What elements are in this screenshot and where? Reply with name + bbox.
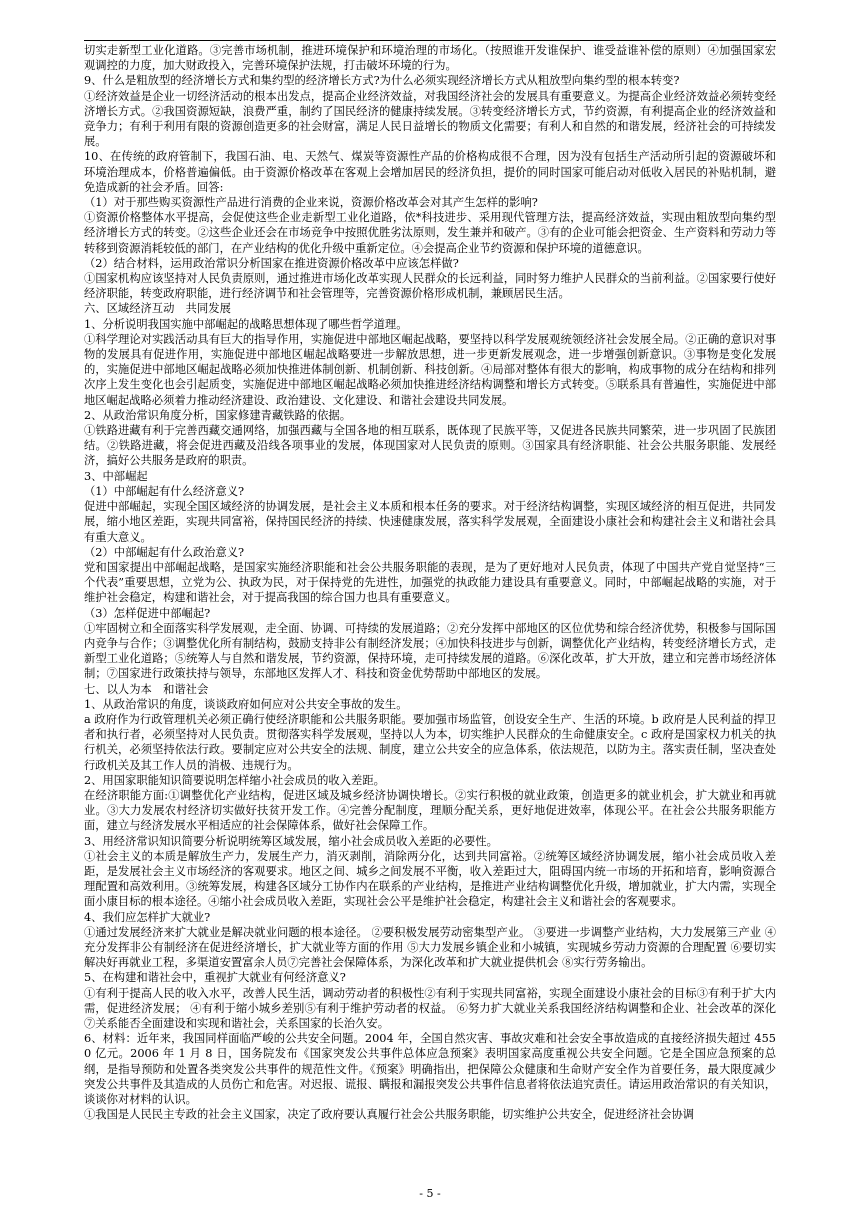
paragraph: ①资源价格整体水平提高，会促使这些企业走新型工业化道路，依*科技进步、采用现代管理方法，提高经济效益，实现由粗放型向集约型经济增长方式的转变。②这些企业还会在市场竞争中按照优胜劣汰原则，发生兼并和破产。③有的企业可能会把资金、生产资料和劳动力等转移到资源消耗较低的部门，在产业结构的优化升级中重新定位。④会提高企业节约资源和保护环境的道德意识。 — [84, 211, 776, 255]
page-number: - 5 - — [419, 1187, 441, 1200]
paragraph: a 政府作为行政管理机关必须正确行使经济职能和公共服务职能。要加强市场监管，创设安全生产、生活的环境。b 政府是人民利益的捍卫者和执行者，必须坚持对人民负责。贯彻落实科学发展观，坚持以人为本，切实维护人民群众的生命健康安全。c 政府是国家权力机关的执行机关，必须坚持依法行政。要制定应对公共安全的法规、制度，建立公共安全的应急体系，依法规范，以防为主。落实责任制，坚决查处行政机关及其工作人员的消极、违规行为。 — [84, 712, 776, 772]
paragraph: 6、材料：近年来，我国同样面临严峻的公共安全问题。2004 年，全国自然灾害、事故灾难和社会安全事故造成的直接经济损失超过 4550 亿元。2006 年 1 月 8 日，国务院发布《国家突发公共事件总体应急预案》表明国家高度重视公共安全问题。它是全国应急预案的总纲，是指导预防和处置各类突发公共事件的规范性文件。《预案》明确指出，把保障公众健康和生命财产安全作为首要任务，最大限度减少突发公共事件及其造成的人员伤亡和危害。对迟报、谎报、瞒报和漏报突发公共事件信息者将依法追究责任。请运用政治常识的有关知识，谈谈你对材料的认识。 — [84, 1032, 776, 1107]
paragraph: ①我国是人民民主专政的社会主义国家，决定了政府要认真履行社会公共服务职能，切实维护公共安全，促进经济社会协调 — [84, 1108, 695, 1122]
paragraph: 3、中部崛起 — [84, 469, 148, 483]
paragraph: （1）对于那些购买资源性产品进行消费的企业来说，资源价格改革会对其产生怎样的影响? — [84, 196, 538, 210]
paragraph: 5、在构建和谐社会中，重视扩大就业有何经济意义? — [84, 971, 346, 985]
paragraph: 切实走新型工业化道路。③完善市场机制，推进环境保护和环境治理的市场化。（按照谁开发谁保护、谁受益谁补偿的原则）④加强国家宏观调控的力度，加大财政投入，完善环境保护法规，打击破坏环境的行为。 — [84, 44, 776, 73]
paragraph: （1）中部崛起有什么经济意义? — [84, 484, 245, 498]
paragraph: ①有利于提高人民的收入水平，改善人民生活，调动劳动者的积极性②有利于实现共同富裕，实现全面建设小康社会的目标③有利于扩大内需，促进经济发展； ④有利于缩小城乡差别⑤有利于维护劳动者的权益。 ⑥努力扩大就业关系我国经济结构调整和企业、社会改革的深化 ⑦关系能否全面建设和实现和谐社会，关系国家的长治久安。 — [84, 986, 776, 1030]
paragraph: 党和国家提出中部崛起战略，是国家实施经济职能和社会公共服务职能的表现，是为了更好地对人民负责，体现了中国共产党自觉坚持“三个代表”重要思想，立党为公、执政为民，对于保持党的先进性，加强党的执政能力建设具有重要意义。同时，中部崛起战略的实施，对于维护社会稳定，构建和谐社会，对于提高我国的综合国力也具有重要意义。 — [84, 560, 776, 605]
document-page — [84, 40, 776, 1122]
paragraph: （2）结合材料，运用政治常识分析国家在推进资源价格改革中应该怎样做? — [84, 256, 459, 270]
paragraph: 2、从政治常识角度分析，国家修建青藏铁路的依据。 — [84, 408, 352, 422]
paragraph: 9、什么是粗放型的经济增长方式和集约型的经济增长方式?为什么必须实现经济增长方式从粗放型向集约型的根本转变? — [84, 74, 680, 88]
paragraph: 在经济职能方面:①调整优化产业结构，促进区域及城乡经济协调快增长。②实行积极的就业政策，创造更多的就业机会，扩大就业和再就业。③大力发展农村经济切实做好扶贫开发工作。④完善分配制度，理顺分配关系，更好地促进效率，体现公平。在社会公共服务职能方面，建立与经济发展水平相适应的社会保障体系，做好社会保障工作。 — [84, 788, 776, 833]
paragraph: ①科学理论对实践活动具有巨大的指导作用，实施促进中部地区崛起战略，要坚持以科学发展观统领经济社会发展全局。②正确的意识对事物的发展具有促进作用，实施促进中部地区崛起战略要进一步解放思想，进一步更新发展观念，进一步增强创新意识。③事物是变化发展的，实施促进中部地区崛起战略必须加快推进体制创新、机制创新、科技创新。④局部对整体有很大的影响，构成事物的成分在结构和排列次序上发生变化也会引起质变，实施促进中部地区崛起战略必须加快推进经济结构调整和增长方式转变。⑤联系具有普遍性，实施促进中部地区崛起战略必须着力推动经济建设、政治建设、文化建设、和谐社会建设共同发展。 — [84, 332, 776, 407]
paragraph: （2）中部崛起有什么政治意义? — [84, 545, 245, 559]
paragraph: ①铁路进藏有利于完善西藏交通网络，加强西藏与全国各地的相互联系，既体现了民族平等，又促进各民族共同繁荣，进一步巩固了民族团结。②铁路进藏，将会促进西藏及沿线各项事业的发展，体现国家对人民负责的原则。③国家具有经济职能、社会公共服务职能、发展经济，搞好公共服务是政府的职责。 — [84, 424, 776, 468]
paragraph: （3）怎样促进中部崛起? — [84, 606, 211, 620]
paragraph: 促进中部崛起，实现全国区域经济的协调发展，是社会主义本质和根本任务的要求。对于经济结构调整，实现区域经济的相互促进，共同发展，缩小地区差距，实现共同富裕，保持国民经济的持续、快速健康发展，落实科学发展观，全面建设小康社会和构建社会主义和谐社会具有重大意义。 — [84, 500, 776, 544]
paragraph: ①经济效益是企业一切经济活动的根本出发点，提高企业经济效益，对我国经济社会的发展具有重要意义。为提高企业经济效益必须转变经济增长方式。②我国资源短缺，浪费严重，制约了国民经济的健康持续发展。③转变经济增长方式，节约资源，有利提高企业的经济效益和竞争力；有利于利用有限的资源创造更多的社会财富，满足人民日益增长的物质文化需要；有利人和自然的和谐发展，经济社会的可持续发展。 — [84, 89, 776, 149]
paragraph: 10、在传统的政府管制下，我国石油、电、天然气、煤炭等资源性产品的价格构成很不合理，因为没有包括生产活动所引起的资源破坏和环境治理成本，价格普遍偏低。由于资源价格改革在客观上会增加居民的经济负担，提价的同时国家可能启动对低收入居民的补贴机制，避免造成新的社会矛盾。回答: — [84, 150, 776, 194]
paragraph: 七、以人为本 和谐社会 — [84, 682, 209, 696]
paragraph: 4、我们应怎样扩大就业? — [84, 910, 211, 924]
paragraph: ①牢固树立和全面落实科学发展观，走全面、协调、可持续的发展道路；②充分发挥中部地区的区位优势和综合经济优势，积极参与国际国内竞争与合作；③调整优化所有制结构，鼓励支持非公有制经济发展；④加快科技进步与创新，调整优化产业结构，转变经济增长方式，走新型工业化道路；⑤统筹人与自然和谐发展，节约资源，保持环境，走可持续发展的道路。⑥深化改革，扩大开放，建立和完善市场经济体制；⑦国家进行政策扶持与领导，东部地区发挥人才、科技和资金优势帮助中部地区的发展。 — [84, 621, 776, 681]
paragraph: ①国家机构应该坚持对人民负责原则，通过推进市场化改革实现人民群众的长远利益，同时努力维护人民群众的当前利益。②国家要行使好经济职能，转变政府职能，进行经济调节和社会管理等，完善资源价格形成机制，兼顾居民生活。 — [84, 272, 776, 301]
header-rule — [84, 40, 776, 41]
paragraph: ①通过发展经济来扩大就业是解决就业问题的根本途径。 ②要积极发展劳动密集型产业。 ③要进一步调整产业结构，大力发展第三产业 ④充分发挥非公有制经济在促进经济增长，扩大就业等方面的作用 ⑤大力发展乡镇企业和小城镇，实现城乡劳动力资源的合理配置 ⑥要切实解决好再就业工程，多渠道安置富余人员⑦完善社会保障体系，为深化改革和扩大就业提供机会 ⑧实行劳务输出。 — [84, 925, 776, 970]
document-body — [84, 43, 776, 1122]
paragraph: 六、区域经济互动 共同发展 — [84, 302, 231, 316]
paragraph: 1、分析说明我国实施中部崛起的战略思想体现了哪些哲学道理。 — [84, 317, 408, 331]
paragraph: ①社会主义的本质是解放生产力，发展生产力，消灭剥削，消除两分化，达到共同富裕。②统筹区域经济协调发展，缩小社会成员收入差距，是发展社会主义市场经济的客观要求。地区之间、城乡之间发展不平衡，收入差距过大，阻碍国内统一市场的开拓和培育，影响资源合理配置和高效利用。③统筹发展，构建各区域分工协作内在联系的产业结构，是推进产业结构调整优化升级，增加就业，扩大内需，实现全面小康目标的根本途径。④缩小社会成员收入差距，实现社会公平是维护社会稳定，构建社会主义和谐社会的客观要求。 — [84, 849, 776, 909]
paragraph: 1、从政治常识的角度，谈谈政府如何应对公共安全事故的发生。 — [84, 697, 408, 711]
paragraph: 3、用经济常识知识简要分析说明统筹区域发展，缩小社会成员收入差距的必要性。 — [84, 834, 498, 848]
paragraph: 2、用国家职能知识简要说明怎样缩小社会成员的收入差距。 — [84, 773, 385, 787]
